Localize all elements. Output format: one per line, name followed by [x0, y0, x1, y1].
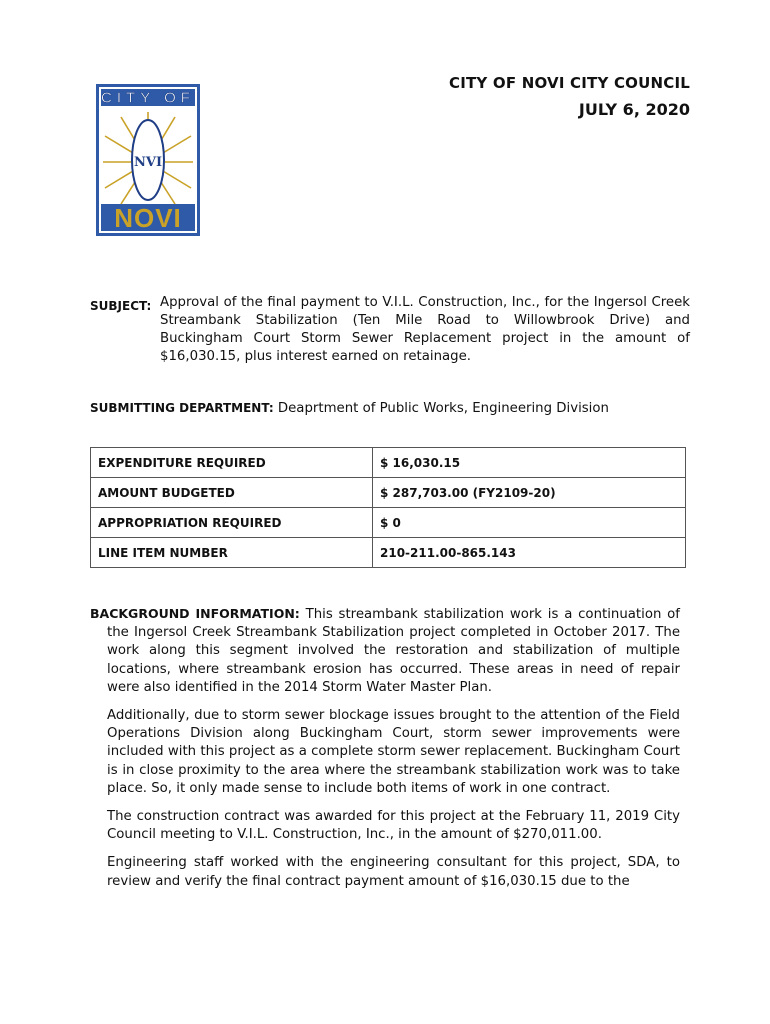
- expenditure-required-label: EXPENDITURE REQUIRED: [91, 448, 373, 478]
- logo-monogram: NVI: [133, 155, 163, 170]
- appropriation-required-value: $ 0: [373, 508, 686, 538]
- council-header: [449, 74, 690, 119]
- subject-block: [90, 294, 690, 366]
- background-information: [90, 605, 680, 901]
- subject-text: Approval of the final payment to V.I.L. Construction, Inc., for the Ingersol Creek Streambank Stabilization (Ten Mile Road to Willowbrook Drive) and Buckingham Court Storm Sewer Replacement project in the amount of $16,030.15, plus interest earned on retainage.: [160, 295, 690, 364]
- council-title: CITY OF NOVI CITY COUNCIL: [449, 74, 690, 92]
- background-label: BACKGROUND INFORMATION:: [90, 606, 300, 621]
- table-row: [91, 448, 686, 478]
- background-paragraph-text: This streambank stabilization work is a continuation of the Ingersol Creek Streambank Stabilization project completed in October 2017. The work along this segment involved the restoration and stabilization of multiple locations, where streambank erosion has occurred. These areas in need of repair were also identified in the 2014 Storm Water Master Plan.: [107, 607, 680, 695]
- logo-top-text: CITY OF: [101, 89, 195, 107]
- line-item-number-value: 210-211.00-865.143: [373, 538, 686, 568]
- expenditure-required-value: $ 16,030.15: [373, 448, 686, 478]
- amount-budgeted-label: AMOUNT BUDGETED: [91, 478, 373, 508]
- table-row: [91, 538, 686, 568]
- background-paragraph: Additionally, due to storm sewer blockage issues brought to the attention of the Field Operations Division along Buckingham Court, storm sewer improvements were included with this project as a complete storm sewer replacement. Buckingham Court is in close proximity to the area where the streambank stabilization work was to take place. So, it only made sense to include both items of work in one contract.: [107, 708, 680, 796]
- background-paragraph: [90, 605, 680, 697]
- meeting-date: JULY 6, 2020: [578, 100, 690, 119]
- department-value: Deaprtment of Public Works, Engineering Division: [277, 401, 609, 416]
- amount-budgeted-value: $ 287,703.00 (FY2109-20): [373, 478, 686, 508]
- budget-table: [90, 447, 686, 568]
- background-paragraph: Engineering staff worked with the engineering consultant for this project, SDA, to review and verify the final contract payment amount of $16,030.15 due to the: [107, 855, 680, 889]
- appropriation-required-label: APPROPRIATION REQUIRED: [91, 508, 373, 538]
- city-of-novi-logo: [96, 84, 200, 236]
- table-row: [91, 508, 686, 538]
- background-paragraph: The construction contract was awarded for this project at the February 11, 2019 City Council meeting to V.I.L. Construction, Inc., in the amount of $270,011.00.: [107, 809, 680, 843]
- logo-bottom-text: NOVI: [114, 203, 182, 233]
- subject-label: SUBJECT:: [90, 299, 152, 313]
- line-item-number-label: LINE ITEM NUMBER: [91, 538, 373, 568]
- submitting-department: [90, 401, 609, 416]
- table-row: [91, 478, 686, 508]
- department-label: SUBMITTING DEPARTMENT:: [90, 401, 274, 415]
